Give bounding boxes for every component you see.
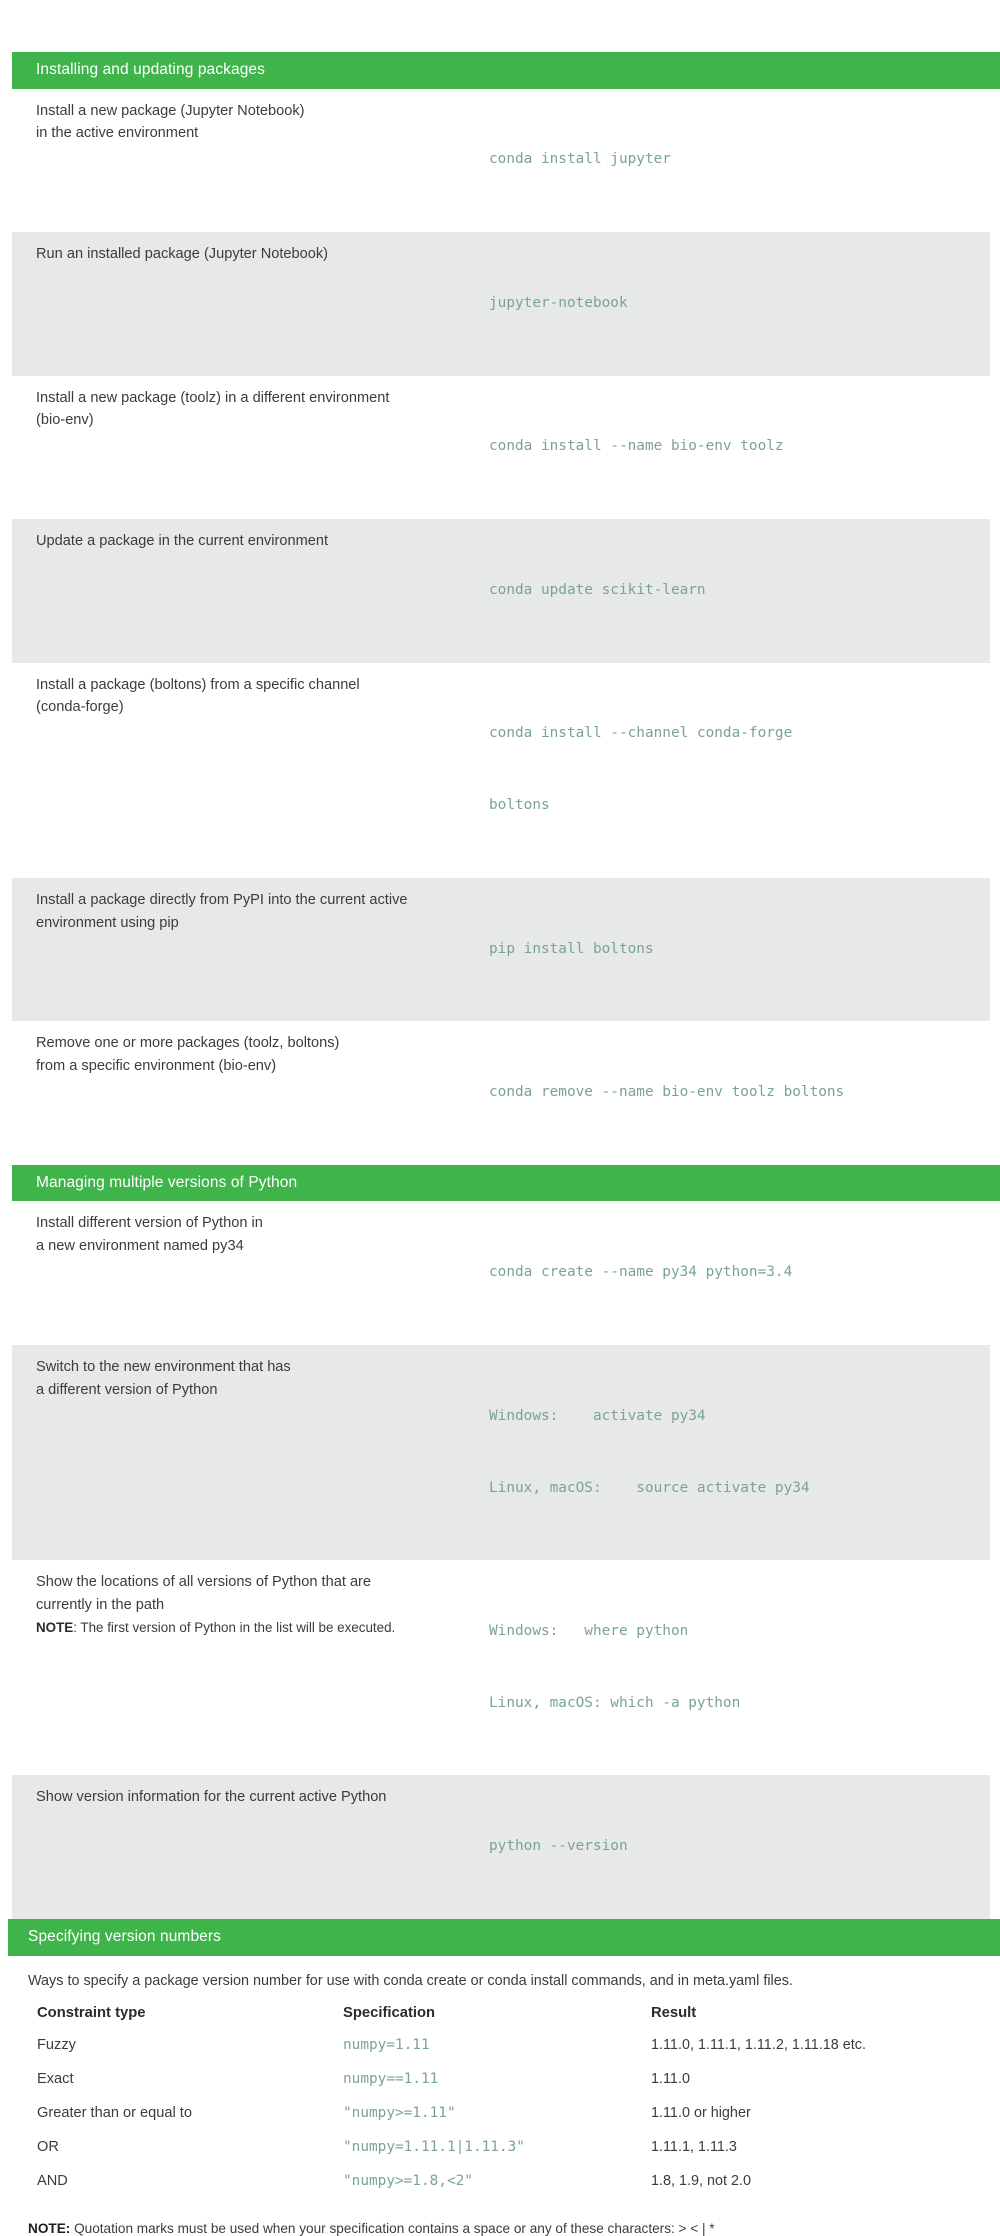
desc-line: Update a package in the current environment [36, 533, 329, 550]
command-code [489, 530, 990, 651]
table-row [12, 1775, 990, 1919]
code-line: boltons [489, 797, 550, 814]
result: 1.11.0 or higher [651, 2104, 751, 2121]
command-code [489, 889, 990, 1010]
command-code [489, 100, 990, 221]
table-row [12, 1560, 990, 1775]
constraint-type: Fuzzy [37, 2036, 76, 2053]
table-row [12, 1345, 990, 1560]
table-row [12, 232, 990, 376]
section-header-installing: Installing and updating packages [12, 52, 1000, 89]
table-row [12, 1021, 990, 1165]
code-line: Windows: activate py34 [489, 1407, 706, 1424]
table-row [12, 878, 990, 1022]
note-text: : The first version of Python in the list will be executed. [73, 1619, 396, 1635]
code-line: conda update scikit-learn [489, 581, 706, 598]
command-table-managing-python [0, 1201, 1000, 1919]
constraint-type: OR [37, 2138, 59, 2155]
command-code [489, 1571, 990, 1763]
code-line: conda install --name bio-env toolz [489, 438, 784, 455]
constraint-type: Greater than or equal to [37, 2104, 192, 2121]
code-line: jupyter-notebook [489, 294, 628, 311]
desc-line: Install a new package (toolz) in a different environment [36, 389, 390, 406]
constraint-type: AND [37, 2172, 68, 2189]
specification: "numpy>=1.11" [343, 2104, 456, 2121]
desc-line: Show the locations of all versions of Python that are [36, 1574, 372, 1591]
code-line: conda remove --name bio-env toolz boltons [489, 1084, 845, 1101]
code-line: python --version [489, 1838, 628, 1855]
command-code [489, 1786, 990, 1907]
command-table-installing [0, 89, 1000, 1165]
desc-line: Switch to the new environment that has [36, 1358, 291, 1375]
code-line: Linux, macOS: source activate py34 [489, 1479, 810, 1496]
code-line: Linux, macOS: which -a python [489, 1694, 741, 1711]
table-row [12, 663, 990, 878]
command-description [12, 530, 489, 553]
command-code [489, 387, 990, 508]
table-row [12, 89, 990, 233]
command-description [12, 889, 489, 935]
table-row [0, 2173, 1000, 2207]
code-line: pip install boltons [489, 940, 654, 957]
command-description [12, 387, 489, 433]
result: 1.8, 1.9, not 2.0 [651, 2172, 752, 2189]
specification: numpy=1.11 [343, 2036, 430, 2053]
command-code [489, 1032, 990, 1153]
desc-line: Install different version of Python in [36, 1215, 263, 1232]
result: 1.11.0, 1.11.1, 1.11.2, 1.11.18 etc. [651, 2036, 866, 2053]
code-line: conda install --channel conda-forge [489, 725, 793, 742]
column-header-specification: Specification [343, 2004, 436, 2021]
desc-line: Install a new package (Jupyter Notebook) [36, 102, 305, 119]
version-spec-table [0, 2005, 1000, 2207]
code-line: conda install jupyter [489, 151, 671, 168]
command-description [12, 1356, 489, 1402]
desc-line: in the active environment [36, 125, 199, 142]
command-description [12, 1786, 489, 1809]
constraint-type: Exact [37, 2070, 74, 2087]
footnote-text: Quotation marks must be used when your specification contains a space or any of these characters: > < | * [70, 2220, 715, 2236]
note-label: NOTE [36, 1619, 74, 1635]
command-description [12, 1032, 489, 1078]
table-row [0, 2071, 1000, 2105]
command-description [12, 1212, 489, 1258]
command-description [12, 674, 489, 720]
column-header-constraint-type: Constraint type [37, 2004, 146, 2021]
desc-line: from a specific environment (bio-env) [36, 1058, 277, 1075]
command-description [12, 100, 489, 146]
command-code [489, 243, 990, 364]
result: 1.11.1, 1.11.3 [651, 2138, 737, 2155]
table-row [12, 519, 990, 663]
table-row [0, 2139, 1000, 2173]
specification: numpy==1.11 [343, 2070, 439, 2087]
section-header-managing-python: Managing multiple versions of Python [12, 1165, 1000, 1202]
desc-line: currently in the path [36, 1596, 165, 1613]
command-description [12, 243, 489, 266]
table-row [0, 2105, 1000, 2139]
desc-line: Install a package directly from PyPI into the current active [36, 891, 408, 908]
desc-line: Run an installed package (Jupyter Notebook) [36, 246, 329, 263]
result: 1.11.0 [651, 2070, 690, 2087]
command-code [489, 1212, 990, 1333]
table-row [12, 1201, 990, 1345]
desc-line: Remove one or more packages (toolz, boltons) [36, 1035, 340, 1052]
code-line: Windows: where python [489, 1623, 689, 1640]
command-description [12, 1571, 489, 1638]
desc-line: Install a package (boltons) from a specific channel [36, 676, 360, 693]
version-intro-text: Ways to specify a package version number for use with conda create or conda install commands, and in meta.yaml files. [28, 1972, 793, 1989]
desc-line: Show version information for the current active Python [36, 1789, 387, 1806]
desc-line: (conda-forge) [36, 699, 124, 716]
command-code [489, 674, 990, 866]
desc-line: environment using pip [36, 914, 179, 931]
row-note [36, 1618, 489, 1639]
code-line: conda create --name py34 python=3.4 [489, 1264, 793, 1281]
table-row [12, 376, 990, 520]
footnote-label: NOTE: [28, 2220, 71, 2236]
specification: "numpy=1.11.1|1.11.3" [343, 2138, 525, 2155]
desc-line: a different version of Python [36, 1381, 218, 1398]
section-header-specifying-version-numbers: Specifying version numbers [8, 1919, 1000, 1956]
desc-line: (bio-env) [36, 412, 94, 429]
specification: "numpy>=1.8,<2" [343, 2172, 473, 2189]
version-footnote [0, 2207, 1000, 2236]
command-code [489, 1356, 990, 1548]
table-row [0, 2037, 1000, 2071]
desc-line: a new environment named py34 [36, 1238, 244, 1255]
table-header-row [0, 2005, 1000, 2037]
column-header-result: Result [651, 2004, 697, 2021]
